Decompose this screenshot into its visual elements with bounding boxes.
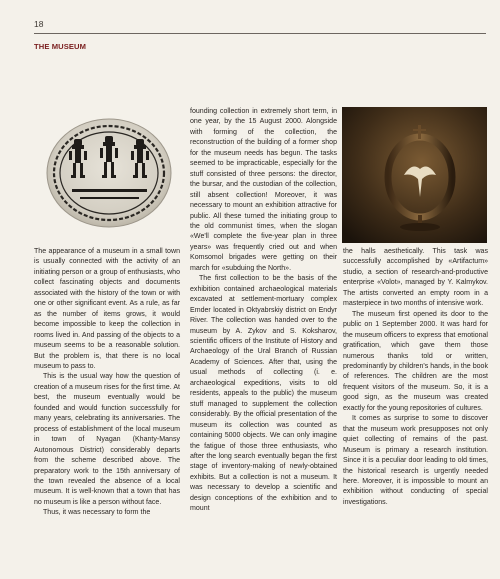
paragraph: The appearance of a museum in a small town is usually connected with the activity of an initiating person or a group of enthusiasts, who collect fascinating objects and documents associated with the history of the town or with one or other significant event. As a rule, as far as the number of items grows, it would become impossible to keep the collection in rooms lived in. And passing of the objects to a museum seems to be a reasonable solution. But the problem is, that there is no local museum to pass to.	[34, 248, 180, 370]
paragraph: founding collection in extremely short term, in one year, by the 15 August 2000. Alongside with forming of the collection, the reconstruction of the building of a former shop for the museum needs has begun. The tasks seemed to be impracticable, especially for the stuff consisted of three persons: the director, the bursar, and the custodian of the collection, still absent collection! Moreover, it was necessary to mount an exhibition attractive for public. All these turned the initiating group to the old communist times, when the slogan «We'll complete the five-year plan in three years» was frequently cried out and when Komsomol brigades were getting on their march for «subduing the North».	[190, 108, 337, 272]
text-column-1	[34, 247, 180, 519]
paragraph: It comes as surprise to some to discover that the museum work presupposes not only quiet collecting of remains of the past. Museum is primary a research institution. Since it is a peculiar door leading to old times, the historical research is urgently needed here. Moreover, it is impossible to mount an exhibition without conducting of special investigations.	[343, 415, 488, 506]
paragraph: This is the usual way how the question of creation of a museum rises for the first time. At best, the museum eventually would be founded and would function successfully for many years, celebrating its anniversaries. The process of establishment of the local museum in town of Nyagan (Khanty-Mansy Autonomous District) considerably departs from the scheme described above. The preparatory work to the 15th anniversary of the town revealed the absence of a local museum. It is well-known that a town that has no museum is like a person without face.	[34, 373, 180, 506]
paragraph: the halls aesthetically. This task was successfully accomplished by «Artifactum» studio, a section of research-and-productive enterprise «Volot», managed by Y. Kalmykov. The artists converted an empty room in a masterpiece in two months of intensive work.	[343, 248, 488, 308]
paragraph: The museum first opened its door to the public on 1 September 2000. It was hard for the museum officers to express that emotional gratification, which gave them those numerous thanks told or written, predominantly by children's hands, in the book of references. The children are the most frequent visitors of the museum. So, it is a good sign, as the museum was created exactly for the young repositories of cultures.	[343, 310, 488, 412]
page-number: 18	[34, 19, 44, 29]
text-column-3	[343, 247, 488, 508]
paragraph: Thus, it was necessary to form the	[43, 509, 151, 517]
bird-figurine-icon	[342, 107, 487, 243]
ethnographic-plate-icon	[36, 107, 183, 243]
section-title: THE MUSEUM	[34, 42, 87, 51]
text-column-2	[190, 107, 337, 515]
paragraph: The first collection to be the basis of the exhibition contained archaeological materials excavated at settlement-mortuary complex Emder located in Oktyabrskiy district on Endyr River. The collection was handed over to the museum by A. Zykov and S. Koksharov, scientific officers of the Institute of History and Archaeology of the Ural Branch of Russian Academy of Sciences. After that, using the usual methods of collecting (i. e. archaeological expeditions, visits to old residents, appeals to the public) the museum stuff managed to supplement the collection considerably. By the official presentation of the museum its collection was counted as containing 5000 objects. We can only imagine the fatigue of those three enthusiasts, who after the long search eventually began the first stage of inventory-making of newly-obtained exhibits. But a collection is not a museum. It was necessary to develop a scientific and design conceptions of the exhibition and to mount	[190, 275, 337, 513]
header-rule	[34, 33, 486, 34]
